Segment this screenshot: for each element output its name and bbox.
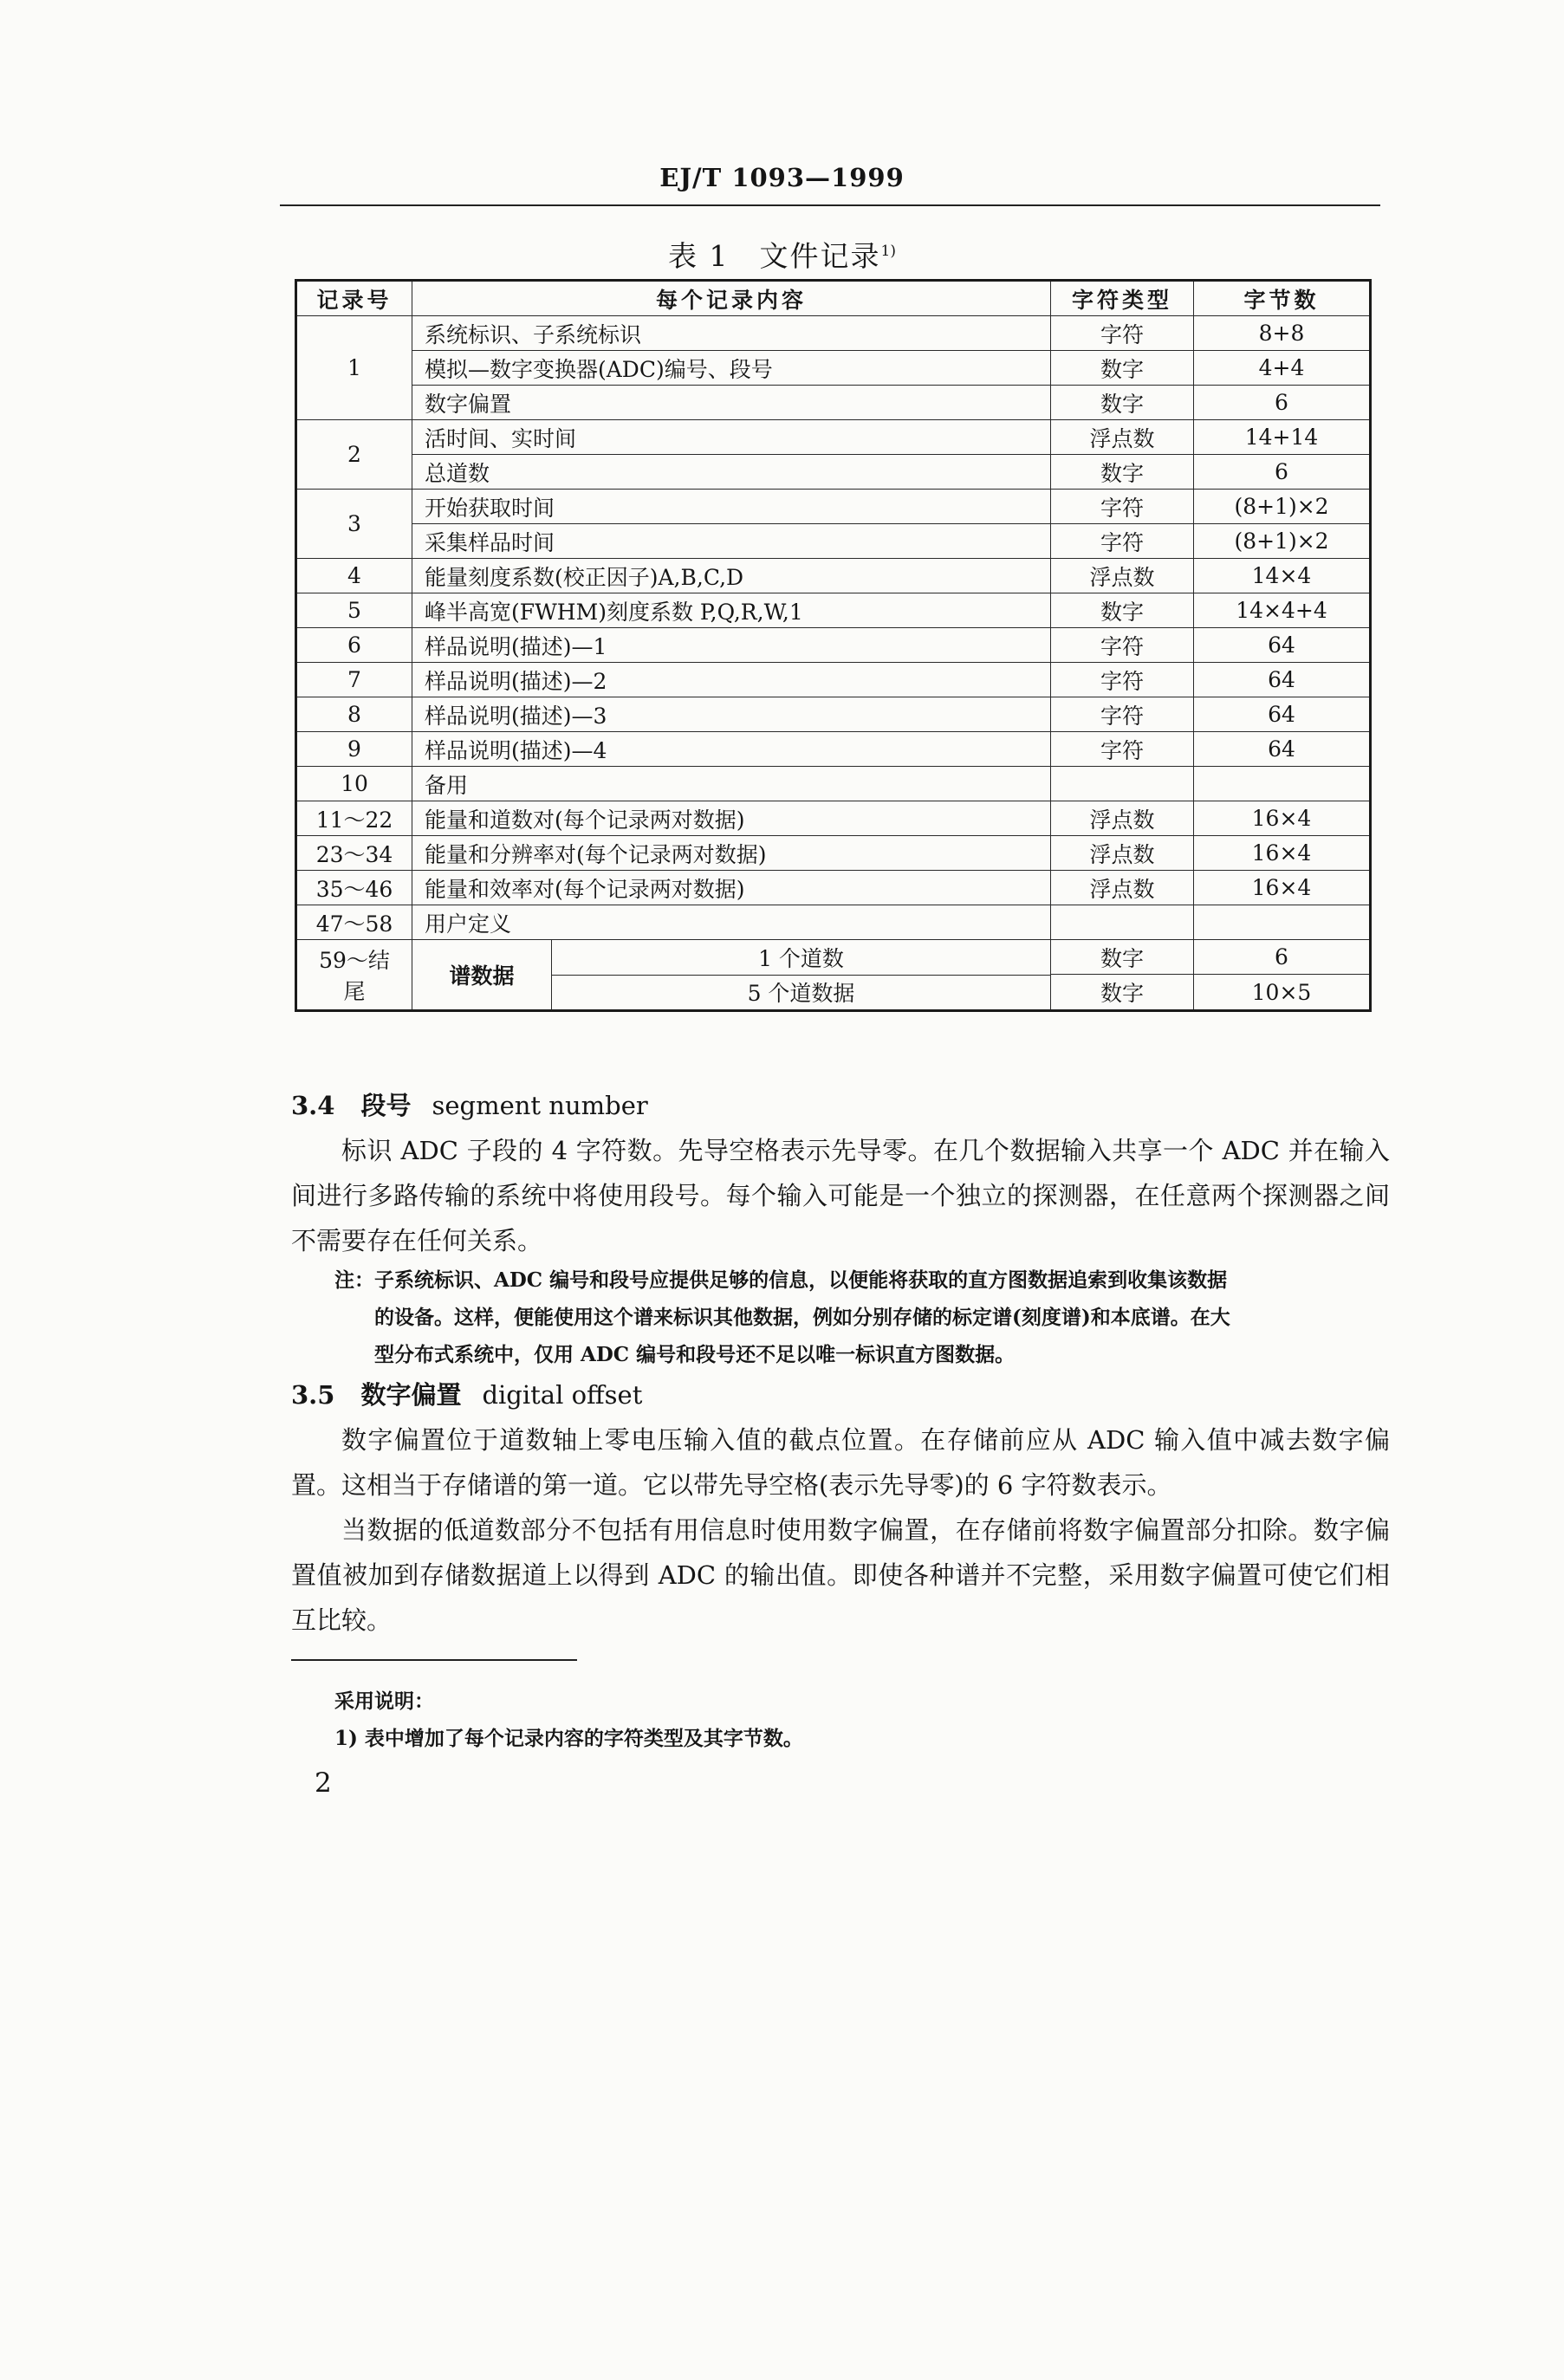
section-title-zh: 数字偏置 (360, 1380, 462, 1410)
table-row (296, 455, 1371, 490)
table-row (296, 351, 1371, 386)
cell-type: 数字 (1051, 593, 1194, 628)
cell-type (1051, 905, 1194, 940)
cell-spectrum-group (412, 940, 1051, 1011)
table-row (296, 490, 1371, 524)
section-title-en: digital offset (482, 1380, 643, 1410)
cell-type: 数字 (1051, 975, 1194, 1011)
cell-type: 浮点数 (1051, 420, 1194, 455)
cell-content: 能量和效率对(每个记录两对数据) (412, 871, 1051, 905)
cell-content: 数字偏置 (412, 386, 1051, 420)
cell-record-no: 8 (296, 697, 412, 732)
cell-record-no: 35～46 (296, 871, 412, 905)
cell-content: 总道数 (412, 455, 1051, 490)
cell-record-no: 23～34 (296, 836, 412, 871)
note-line: 型分布式系统中，仅用 ADC 编号和段号还不足以唯一标识直方图数据。 (374, 1343, 1016, 1366)
file-record-table (295, 279, 1372, 1012)
table-row (296, 905, 1371, 940)
table-row (296, 836, 1371, 871)
cell-content: 用户定义 (412, 905, 1051, 940)
cell-type: 字符 (1051, 490, 1194, 524)
cell-content: 能量和分辨率对(每个记录两对数据) (412, 836, 1051, 871)
cell-bytes (1194, 905, 1371, 940)
cell-content: 样品说明(描述)—1 (412, 628, 1051, 663)
cell-record-no: 2 (296, 420, 412, 490)
cell-record-no: 10 (296, 767, 412, 801)
cell-record-no: 47～58 (296, 905, 412, 940)
cell-bytes: 14+14 (1194, 420, 1371, 455)
table-row (296, 386, 1371, 420)
cell-bytes: 8+8 (1194, 316, 1371, 351)
cell-record-no: 11～22 (296, 801, 412, 836)
col-header-record-no: 记录号 (296, 281, 412, 316)
cell-content: 样品说明(描述)—4 (412, 732, 1051, 767)
cell-bytes: 16×4 (1194, 801, 1371, 836)
cell-type: 字符 (1051, 663, 1194, 697)
cell-bytes: 14×4 (1194, 559, 1371, 593)
table-header-row (296, 281, 1371, 316)
table-row (296, 628, 1371, 663)
cell-bytes: 4+4 (1194, 351, 1371, 386)
cell-record-no: 4 (296, 559, 412, 593)
cell-record-no: 6 (296, 628, 412, 663)
table-row (296, 524, 1371, 559)
col-header-type: 字符类型 (1051, 281, 1194, 316)
paragraph: 当数据的低道数部分不包括有用信息时使用数字偏置，在存储前将数字偏置部分扣除。数字偏置值被加到存储数据道上以得到 ADC 的输出值。即使各种谱并不完整，采用数字偏置可使它们相互比较。 (291, 1515, 1390, 1635)
cell-type: 浮点数 (1051, 871, 1194, 905)
cell-bytes: 64 (1194, 732, 1371, 767)
spectrum-group-label: 谱数据 (412, 940, 552, 1009)
cell-type: 数字 (1051, 351, 1194, 386)
table-row (296, 732, 1371, 767)
cell-content: 能量刻度系数(校正因子)A,B,C,D (412, 559, 1051, 593)
cell-record-no: 1 (296, 316, 412, 420)
section-3-5-body (291, 1417, 1390, 1643)
header-rule (280, 204, 1380, 206)
cell-type: 数字 (1051, 386, 1194, 420)
cell-bytes: 6 (1194, 940, 1371, 975)
table-row (296, 316, 1371, 351)
cell-record-no: 9 (296, 732, 412, 767)
cell-bytes: 64 (1194, 663, 1371, 697)
spectrum-sub-content: 1 个道数 (552, 940, 1050, 976)
table-row (296, 559, 1371, 593)
cell-bytes: 64 (1194, 628, 1371, 663)
table-row (296, 871, 1371, 905)
col-header-bytes: 字节数 (1194, 281, 1371, 316)
cell-bytes: 14×4+4 (1194, 593, 1371, 628)
cell-content: 样品说明(描述)—2 (412, 663, 1051, 697)
table-row (296, 593, 1371, 628)
section-3-4-heading (291, 1083, 648, 1128)
cell-bytes: 16×4 (1194, 871, 1371, 905)
section-3-4-body (291, 1128, 1390, 1263)
cell-bytes (1194, 767, 1371, 801)
cell-content: 能量和道数对(每个记录两对数据) (412, 801, 1051, 836)
cell-record-no: 3 (296, 490, 412, 559)
note-line: 注：子系统标识、ADC 编号和段号应提供足够的信息，以便能将获取的直方图数据追索到收集该数据 (334, 1268, 1228, 1292)
cell-record-no: 7 (296, 663, 412, 697)
spectrum-sub-content: 5 个道数据 (747, 981, 855, 1007)
table-row (296, 940, 1371, 975)
document-header: EJ/T 1093—1999 (659, 163, 905, 192)
table-title-footnote-mark: 1) (880, 243, 896, 260)
cell-type: 数字 (1051, 455, 1194, 490)
paragraph: 标识 ADC 子段的 4 字符数。先导空格表示先导零。在几个数据输入共享一个 ADC 并在输入间进行多路传输的系统中将使用段号。每个输入可能是一个独立的探测器，在任意两个探测器之间不需要存在任何关系。 (291, 1136, 1390, 1255)
cell-content: 活时间、实时间 (412, 420, 1051, 455)
table-row (296, 420, 1371, 455)
section-title-zh: 段号 (360, 1091, 412, 1120)
cell-type: 浮点数 (1051, 836, 1194, 871)
page-number: 2 (315, 1767, 332, 1799)
col-header-content: 每个记录内容 (412, 281, 1051, 316)
cell-content: 采集样品时间 (412, 524, 1051, 559)
cell-type (1051, 767, 1194, 801)
cell-bytes: 10×5 (1194, 975, 1371, 1011)
section-3-5-heading (291, 1372, 642, 1417)
cell-bytes: 6 (1194, 386, 1371, 420)
cell-type: 字符 (1051, 316, 1194, 351)
section-title-en: segment number (432, 1091, 648, 1120)
cell-content: 系统标识、子系统标识 (412, 316, 1051, 351)
cell-content: 备用 (412, 767, 1051, 801)
cell-type: 字符 (1051, 628, 1194, 663)
table-row (296, 663, 1371, 697)
cell-bytes: 64 (1194, 697, 1371, 732)
note-line: 的设备。这样，便能使用这个谱来标识其他数据，例如分别存储的标定谱(刻度谱)和本底谱。在大 (374, 1306, 1230, 1329)
cell-bytes: 6 (1194, 455, 1371, 490)
section-number: 3.4 (291, 1091, 335, 1120)
cell-type: 字符 (1051, 697, 1194, 732)
footnote-text: 1) 表中增加了每个记录内容的字符类型及其字节数。 (334, 1727, 803, 1750)
cell-type: 浮点数 (1051, 801, 1194, 836)
cell-type: 数字 (1051, 940, 1194, 975)
cell-content: 样品说明(描述)—3 (412, 697, 1051, 732)
cell-type: 字符 (1051, 732, 1194, 767)
cell-type: 浮点数 (1051, 559, 1194, 593)
table-row (296, 697, 1371, 732)
cell-content: 开始获取时间 (412, 490, 1051, 524)
cell-bytes: (8+1)×2 (1194, 490, 1371, 524)
cell-record-no: 59～结尾 (296, 940, 412, 1011)
paragraph: 数字偏置位于道数轴上零电压输入值的截点位置。在存储前应从 ADC 输入值中减去数字偏置。这相当于存储谱的第一道。它以带先导空格(表示先导零)的 6 字符数表示。 (291, 1425, 1390, 1500)
table-title (0, 234, 1564, 275)
section-3-4-note (334, 1261, 1383, 1373)
section-number: 3.5 (291, 1380, 335, 1410)
cell-bytes: 16×4 (1194, 836, 1371, 871)
table-row (296, 801, 1371, 836)
footnote-rule (291, 1659, 577, 1661)
footnote-heading: 采用说明： (334, 1689, 434, 1713)
cell-bytes: (8+1)×2 (1194, 524, 1371, 559)
table-title-text: 表 1 文件记录 (668, 239, 881, 273)
cell-content: 模拟—数字变换器(ADC)编号、段号 (412, 351, 1051, 386)
cell-type: 字符 (1051, 524, 1194, 559)
cell-record-no: 5 (296, 593, 412, 628)
cell-content: 峰半高宽(FWHM)刻度系数 P,Q,R,W,1 (412, 593, 1051, 628)
table-row (296, 767, 1371, 801)
